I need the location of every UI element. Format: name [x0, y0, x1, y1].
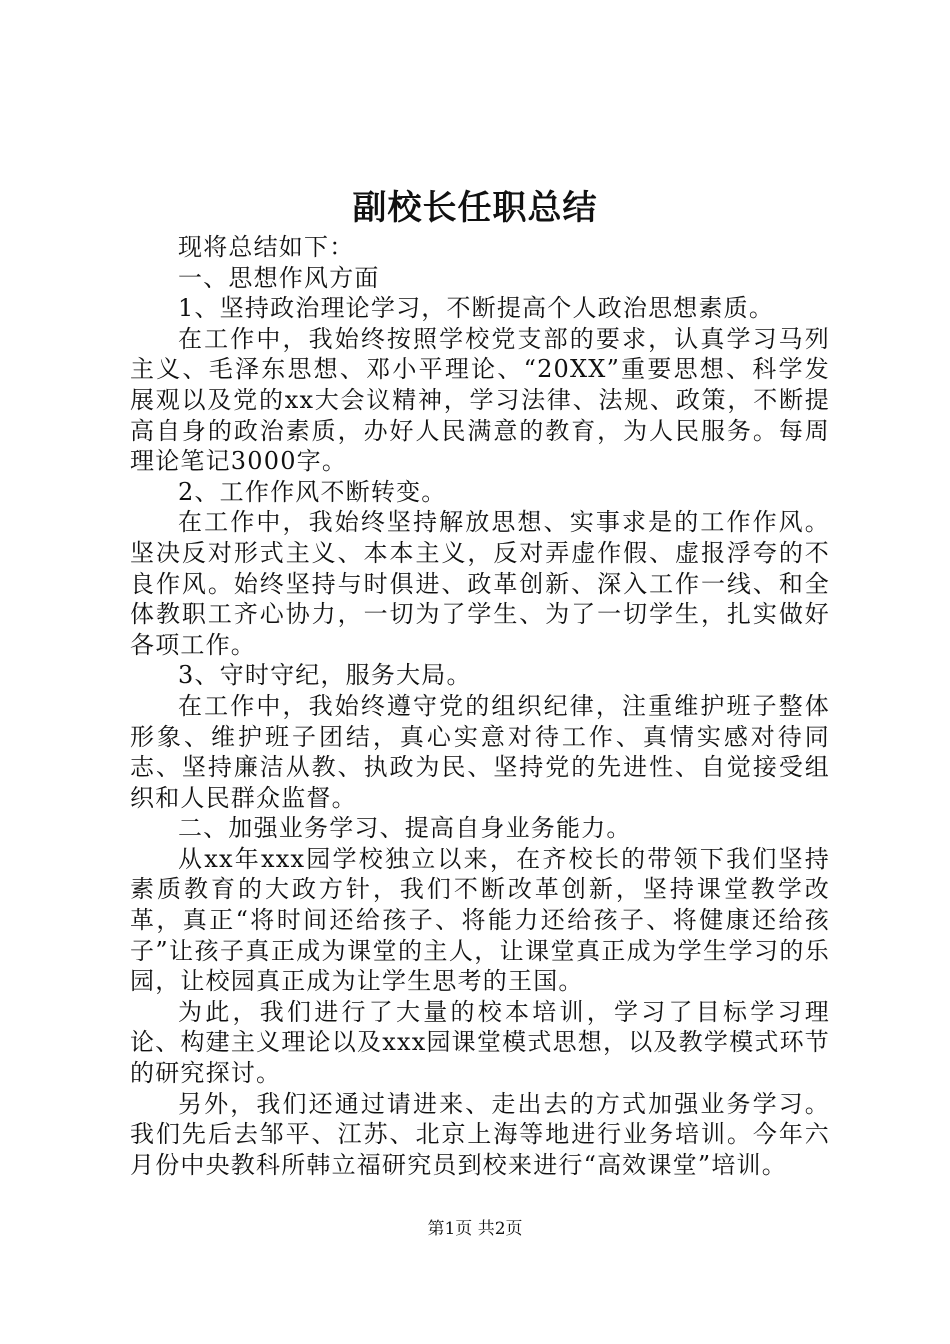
paragraph: 另外，我们还通过请进来、走出去的方式加强业务学习。我们先后去邹平、江苏、北京上海等地进行业务培训。今年六月份中央教科所韩立福研究员到校来进行“高效课堂”培训。 [130, 1089, 830, 1179]
paragraph: 在工作中，我始终坚持解放思想、实事求是的工作作风。坚决反对形式主义、本本主义，反对弄虚作假、虚报浮夸的不良作风。始终坚持与时俱进、政革创新、深入工作一线、和全体教职工齐心协力，一切为了学生、为了一切学生，扎实做好各项工作。 [130, 508, 830, 659]
document-title: 副校长任职总结 [352, 188, 598, 228]
subsection-heading: 2、工作作风不断转变。 [178, 477, 447, 506]
section-heading: 一、思想作风方面 [178, 263, 380, 292]
paragraph: 在工作中，我始终遵守党的组织纪律，注重维护班子整体形象、维护班子团结，真心实意对待工作、真情实感对待同志、坚持廉洁从教、执政为民、坚持党的先进性、自觉接受组织和人民群众监督。 [130, 691, 830, 812]
section-heading: 二、加强业务学习、提高自身业务能力。 [178, 814, 632, 843]
subsection-heading: 3、守时守纪，服务大局。 [178, 661, 472, 690]
paragraph: 在工作中，我始终按照学校党支部的要求，认真学习马列主义、毛泽东思想、邓小平理论、“20XX”重要思想、科学发展观以及党的xx大会议精神，学习法律、法规、政策，不断提高自身的政治素质，办好人民满意的教育，为人民服务。每周理论笔记3000字。 [130, 324, 830, 476]
document-body [130, 232, 830, 1180]
page-number-footer: 第1页 共2页 [427, 1219, 523, 1239]
paragraph: 现将总结如下： [178, 233, 355, 261]
paragraph: 从xx年xxx园学校独立以来，在齐校长的带领下我们坚持素质教育的大政方针，我们不断改革创新，坚持课堂教学改革，真正“将时间还给孩子、将能力还给孩子、将健康还给孩子”让孩子真正成为课堂的主人，让课堂真正成为学生学习的乐园，让校园真正成为让学生思考的王国。 [130, 844, 830, 996]
paragraph: 为此，我们进行了大量的校本培训，学习了目标学习理论、构建主义理论以及xxx园课堂模式思想，以及教学模式环节的研究探讨。 [130, 997, 830, 1088]
subsection-heading: 1、坚持政治理论学习，不断提高个人政治思想素质。 [178, 294, 775, 323]
